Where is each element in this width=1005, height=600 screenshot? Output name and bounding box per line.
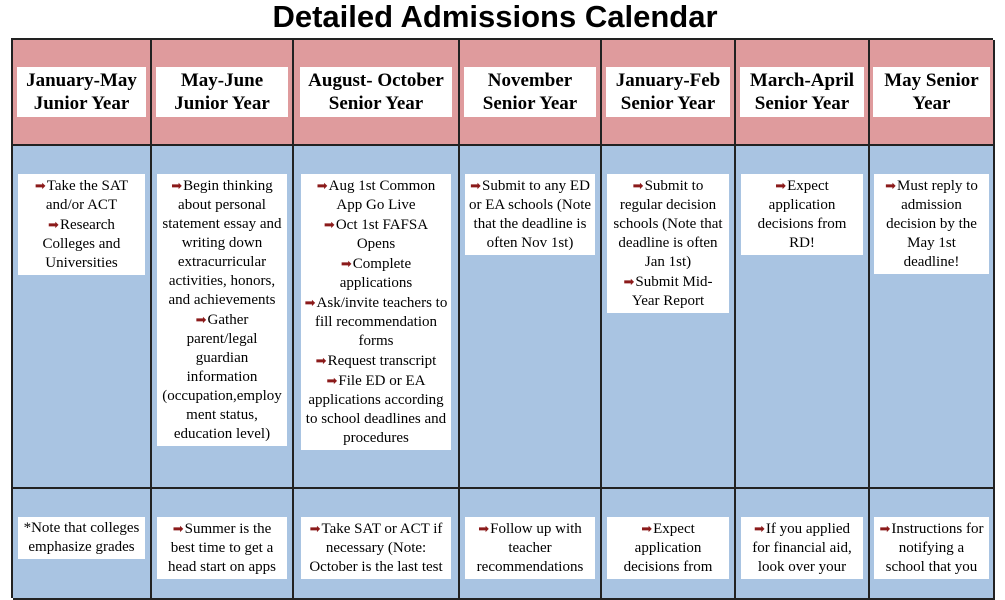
- task-item: [304, 176, 448, 215]
- header-cell: [736, 40, 870, 146]
- task-text: Research Colleges and Universities: [42, 217, 121, 271]
- column-header: January-May Junior Year: [17, 67, 146, 117]
- task-text: Must reply to admission decision by the May 1st deadline!: [886, 178, 978, 270]
- note-text: Instructions for notifying a school that you: [885, 521, 984, 575]
- note-box: [18, 517, 145, 559]
- right-arrow-icon: ➡: [304, 295, 316, 310]
- task-cell: [460, 146, 602, 489]
- header-cell: [870, 40, 995, 146]
- calendar-table: [11, 38, 993, 598]
- task-text: Expect application decisions from RD!: [757, 178, 847, 251]
- note-text: Follow up with teacher recommendations: [476, 521, 584, 575]
- note-text: Summer is the best time to get a head start on apps: [168, 521, 276, 575]
- note-box: [874, 517, 988, 579]
- right-arrow-icon: ➡: [753, 521, 765, 536]
- task-cell: [152, 146, 294, 489]
- right-arrow-icon: ➡: [879, 521, 891, 536]
- task-cell: [13, 146, 152, 489]
- task-box: [157, 174, 286, 446]
- right-arrow-icon: ➡: [315, 353, 327, 368]
- right-arrow-icon: ➡: [623, 274, 635, 289]
- task-text: Gather parent/legal guardian information (occupation,employment status, education level): [162, 312, 282, 442]
- task-item: [160, 176, 283, 310]
- right-arrow-icon: ➡: [48, 217, 59, 232]
- right-arrow-icon: ➡: [470, 178, 481, 193]
- task-cell: [294, 146, 460, 489]
- right-arrow-icon: ➡: [326, 373, 338, 388]
- task-item: [304, 215, 448, 254]
- task-text: Request transcript: [327, 353, 437, 369]
- task-text: Take the SAT and/or ACT: [45, 178, 129, 213]
- column-header: May Senior Year: [873, 67, 989, 117]
- task-text: Submit Mid-Year Report: [631, 274, 713, 309]
- task-item: [21, 215, 142, 273]
- task-box: [301, 174, 451, 450]
- right-arrow-icon: ➡: [775, 178, 787, 193]
- task-text: Complete applications: [339, 256, 413, 291]
- right-arrow-icon: ➡: [340, 256, 352, 271]
- task-item: [304, 254, 448, 293]
- task-box: [465, 174, 594, 255]
- column-header: January-Feb Senior Year: [606, 67, 730, 117]
- column-header: May-June Junior Year: [156, 67, 287, 117]
- page-title: Detailed Admissions Calendar: [272, 0, 718, 34]
- column-header: March-April Senior Year: [740, 67, 864, 117]
- note-cell: [602, 489, 736, 600]
- task-box: [741, 174, 863, 255]
- note-text: If you applied for financial aid, look over your: [752, 521, 852, 575]
- task-item: [160, 310, 283, 444]
- task-item: [610, 176, 726, 272]
- task-item: [21, 176, 142, 215]
- note-box: [465, 517, 594, 579]
- task-text: Ask/invite teachers to fill recommendation forms: [314, 295, 448, 349]
- note-cell: [870, 489, 995, 600]
- header-cell: [294, 40, 460, 146]
- column-header: November Senior Year: [464, 67, 595, 117]
- note-box: [157, 517, 286, 579]
- right-arrow-icon: ➡: [195, 312, 207, 327]
- note-cell: [13, 489, 152, 600]
- right-arrow-icon: ➡: [478, 521, 490, 536]
- column-header: August- October Senior Year: [300, 67, 452, 117]
- task-item: [610, 272, 726, 311]
- right-arrow-icon: ➡: [632, 178, 644, 193]
- note-text: *Note that colleges emphasize grades: [23, 520, 140, 555]
- task-box: [607, 174, 729, 313]
- note-text: Expect application decisions from: [623, 521, 713, 575]
- task-text: Aug 1st Common App Go Live: [328, 178, 436, 213]
- task-cell: [736, 146, 870, 489]
- header-cell: [13, 40, 152, 146]
- right-arrow-icon: ➡: [34, 178, 46, 193]
- task-text: File ED or EA applications according to school deadlines and procedures: [305, 373, 447, 446]
- note-cell: [460, 489, 602, 600]
- note-cell: [294, 489, 460, 600]
- note-box: [607, 517, 729, 579]
- header-cell: [602, 40, 736, 146]
- task-item: [468, 176, 591, 253]
- right-arrow-icon: ➡: [171, 178, 183, 193]
- right-arrow-icon: ➡: [172, 521, 184, 536]
- note-cell: [736, 489, 870, 600]
- header-cell: [460, 40, 602, 146]
- task-item: [304, 351, 448, 371]
- right-arrow-icon: ➡: [885, 178, 897, 193]
- header-cell: [152, 40, 294, 146]
- note-box: [741, 517, 863, 579]
- task-box: [18, 174, 145, 275]
- task-cell: [602, 146, 736, 489]
- task-cell: [870, 146, 995, 489]
- right-arrow-icon: ➡: [323, 217, 335, 232]
- right-arrow-icon: ➡: [316, 178, 328, 193]
- note-cell: [152, 489, 294, 600]
- task-item: [744, 176, 860, 253]
- task-text: Submit to regular decision schools (Note that deadline is often Jan 1st): [613, 178, 723, 270]
- task-text: Begin thinking about personal statement essay and writing down extracurricular activities, honors, and achievements: [162, 178, 282, 308]
- task-box: [874, 174, 988, 274]
- right-arrow-icon: ➡: [309, 521, 321, 536]
- task-item: [304, 293, 448, 351]
- note-box: [301, 517, 451, 579]
- task-text: Submit to any ED or EA schools (Note that the deadline is often Nov 1st): [468, 178, 592, 251]
- note-text: Take SAT or ACT if necessary (Note: October is the last test: [309, 521, 443, 575]
- task-item: [877, 176, 985, 272]
- task-item: [304, 371, 448, 448]
- right-arrow-icon: ➡: [641, 521, 653, 536]
- task-text: Oct 1st FAFSA Opens: [335, 217, 429, 252]
